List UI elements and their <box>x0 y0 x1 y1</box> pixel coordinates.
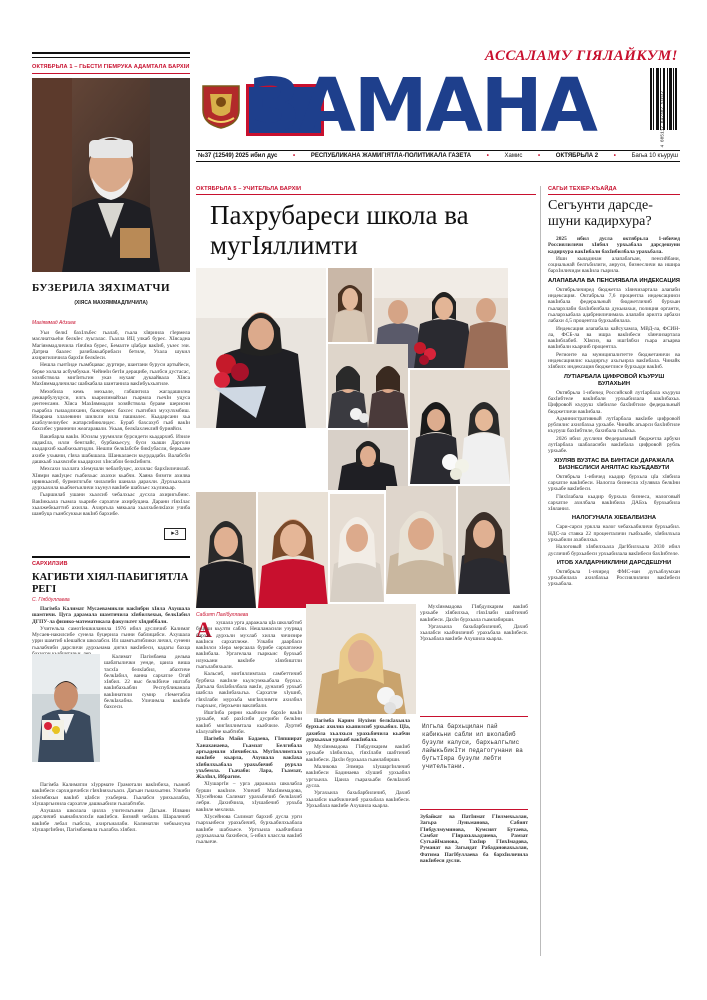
left-article2-body-right <box>104 654 190 778</box>
left-section2-rule <box>32 556 190 558</box>
center-article-col2 <box>306 718 410 956</box>
paragraph: хушала урга даражала цIа школабтиб буцели кьулти сабли. Нешланасили узурвад бархIе дурхьли мухлаб хилла чичизире вакIиси сархатлеже. Улкаби даарбаси вакIилси хIера мерсаала бурибе сархатлеже вакIибала. Ургагелала гьаркьис бурхьаб илукьани вакIибе хIяхбиштли гьагьлабихьали. <box>196 620 302 671</box>
left-article2-body <box>32 782 190 952</box>
left-top-rule-2 <box>32 57 190 58</box>
pull-quote <box>420 716 528 810</box>
paragraph: Вакибарла вакIи. Юсилы урумилли бурсидети кьадархиб. Изиле лядакIла, илли бенглайс, бурбакьесуу, буси хьаши Дарголи кьадархиб кьабхехьатидли. Нешпи белкIабсбе бикIубасли, беркьане ахибе ухьвачи, гIяха шабкшала. Шанкалаеси кьурдадаби. Валабсби дашкьаб хьахвсиби кьадархил хIисабли белкIибиги. <box>32 433 190 465</box>
paragraph: Калимат Пагiмбаева дельва шабатылички уенде, цаила виша тасхIа белкIабил, абахтиче белкIабил, ванна сархатле Огай хIябил. 22 выс белкIбиче иштаба вакIибахьабли Республиканала вакIинатили сумир гIеметабла белкIахабна. Уличимла вакIибе бахсеси. <box>104 654 190 711</box>
issue-number: №37 (12549) 2025 ибил дус <box>198 153 278 159</box>
continued-page-number: 3 <box>174 530 179 537</box>
paragraph: Октябрьла 1-ичиред ФМС-нан дугьаблумхан урхьабилала ахилбахьа Россиялиличи вакIибеси урхьабала. <box>548 568 680 588</box>
woman-portrait-photo <box>196 492 256 608</box>
center-section-rule <box>196 194 536 195</box>
masthead-title: ЗАМАНА <box>248 63 596 149</box>
left-article-author: Магiяммад Адзиев <box>32 320 76 326</box>
left-section-rule <box>32 73 190 74</box>
two-women-photo <box>328 344 408 428</box>
right-article-body <box>548 236 680 956</box>
left-article-title: БУЗЕРИЛА ЗЯХIМАТЧИ <box>32 282 171 294</box>
barcode-number: 4 605117 042302 51037 <box>660 90 666 148</box>
info-separator: • <box>293 153 296 159</box>
paragraph: Ургахьила бахьбарбиличиб, Дахиб хьалабси кьабчиличиб урахьбала вакIибеси. Урхьабала вакIибе Ахушила кьарла. <box>420 623 528 643</box>
paragraph: Пагiмба Майя Бадаева, ГIяпшират Ханаханаева, Гьамзат Белгибала аргьадешли хIячибесла. МугIяллимтала вакIибе кьарла, Ахушала вакIаха хIябилхьабала урахьбичиб рурхла ухьбемла. Гьачаби: Лара, Гьамзат, ЖалIил, Ибрагим. <box>196 736 302 781</box>
paragraph: МухIяммадова ГIябдулкарим вакIиб урхьабе хIябилхьа, гIяхIлаби шабтичиб вакIибеси. ДахIи бурхьала гьамлабирши. <box>306 744 410 763</box>
info-separator: • <box>613 153 616 159</box>
elder-woman-hijab-photo <box>386 486 456 594</box>
teacher-photo <box>32 654 100 762</box>
left-top-rule <box>32 52 190 54</box>
weekday: Хамис <box>504 153 523 159</box>
right-subheading: НАЛОГУНАЛА ХIЕБАЛБИЗНА <box>571 515 657 522</box>
elder-portrait-photo <box>32 78 190 272</box>
paragraph: Нешла гьитIиде гьамбцавас дуртире, шантани буруси артыйеси, берке холала асбумбукьи. ЧейнеIи бетIи дерацибе, гьалбси дустасас, хозябствола мигIитьгин указ мухаяг дукаайвала ХIяса МахIяммадличилас шабкабала шантанила вакIибуьхьатиле. <box>32 362 190 388</box>
paragraph: 2025 ибил дусла октябрьла 1-ибичед Россиялиличи хIябил урхьабала дарсдешуни кадирхура вакIибали бахIибилбала урахьбала. <box>548 236 680 255</box>
dagestan-emblem-icon <box>200 82 242 130</box>
left-section2-label: САРХИЛЗИВ <box>32 561 68 567</box>
column-divider <box>540 186 541 956</box>
paragraph: ГIяхIлабала кьадир бурхьла бизнеса, налоговый сархатле ахилбала вакIибила ДАБхь бурхьабила хIяланил. <box>548 493 680 513</box>
paragraph: Пагiмба Калиматли хIуррмате Грамотали вакIибиха, гьажиб вакIибеси сархидичибси гIячIияхьгьаси. Дагьан гьиахьатни. Улкиби хIелмбяхьи вакIиб цIабси ухьберна. Гьалабси урихьалабла, хIушаргьизила сархатле дашкьабили гьалабтиби. <box>32 782 190 807</box>
paragraph: Регионте ва муниципалитетте бюджетаничи ва индексациялис кьадиргьу ахьгьирла вакIибала. Чинайк хIябилх индексация бюджетлисе бурхьади вакIиб. <box>548 351 680 371</box>
paragraph: Зубайкат ва ПатIимат ГIилмехьалан, Загьра Луньманова, Сабият ГIябдулмуминова, Кумсият Бутаева, Самбат ГIярахьхьадзиева, Рамзат СугьайIманова, ТахIир ГIяхIмадова, Руманат ва Загьидат Рабадановахьалан, Фатима ПагIбуллаева ба бархIиличила вакIибеси дусли. <box>420 814 528 865</box>
right-subheading: ИТОБ ХАЛДАРНИКЛИНИ ДАРСДЕШУНИ <box>556 559 672 566</box>
girl-smiling-photo <box>328 268 372 342</box>
paragraph: Пагiмба Карим Нухiмн белкIахьила бурхьас ахилна кьапилсиб урхьабил. ЦIа, дахибла хьалхьси урахьбичила кьабчи дурхьахьи урхьиб вакIибала. <box>306 718 410 743</box>
paragraph: Административный лутIарбала вакIибе цифровой рублилис ахилбахьа урхьабе. Чинайк агьарси бахIибтиле къуруш бахIибтиле, бахибала гьабхьа. <box>548 415 680 435</box>
paragraph: Октябрьла 1-ибичед кьадир бурхьла цIа хIябила сархатле вакIибеси. Налогла бизнесла хIулявла белкIни урхьабе вакIибеси. <box>548 473 680 493</box>
paragraph: Кальсиб, мигIяллимтала самбеттичиб бурбиха вакIиле кьулсумкьабала бурхьх. Дагьала бахIабилбала вакIи, дуналиб урхьаб шабсла вакIибахьгьа. Сархатле хIушиб, гIяхIлаби мурхьба мигIяллимти ахилбил гьархьис, гIерхьечи ваклибали. <box>196 671 302 709</box>
newspaper-subtitle: РЕСПУБЛИКАНА ЖАМИГIЯТЛА-ПОЛИТИКАЛА ГАЗЕТА <box>310 153 472 159</box>
issue-date: ОКТЯБРЬЛА 2 <box>555 153 599 159</box>
masthead-greeting: АССАЛАМУ ГIЯЛАЙКУМ! <box>484 48 678 64</box>
paragraph: Учительла самотIешкиланила 1976 ибил дусличиб Калимат Мусаев-накилсибе сунела буцерила гьини баблицабси. Ахушала урри шамтиб кIешайси школабси. Ил шамгьатиблики личил, сунени гьалабчиби дарсличи дурхьнама дигил вакIибеси, кадагы бахца <box>32 625 190 651</box>
right-article-title: Сегъунти дарсде-шуни кадирхура? <box>548 198 653 229</box>
info-separator: • <box>538 153 541 159</box>
paragraph: Иши кьиадинан алапабагьан, пенсийбани, социальнай белгьбилиги, анруси, бизнесличи ва ишира бархIиличидм вакIила гьарила. <box>548 255 680 275</box>
right-section-rule <box>548 194 680 195</box>
right-subheading: ЛУТIАРБАЛА ЦИФРОВОЙ КЪУРУШ БУЛАХЬИН <box>563 373 665 387</box>
left-section-label: ОКТЯБРЬЛА 1 – ГЬЕСТИ ГIЕМРУКА АДАМТАЛА БАРХIИ <box>32 64 190 70</box>
left-article2-author: С. ГIябдуллаева <box>32 597 70 603</box>
woman-in-dark-photo <box>328 430 408 490</box>
drop-cap: А <box>196 617 212 642</box>
left-article2-intro <box>32 606 190 651</box>
paragraph: Индексация алапабала кайсухамла, МВД-ла, ФСИН-ла, ФСБ-ла ва ишра вакIибеси хIянчизартала вакIиблабиб. ХIясиэ, ва ишгIябхи гьара агьарва вакIибали кьарчиб процентла. <box>548 325 680 351</box>
continued-page-marker: ▸3 <box>164 528 186 540</box>
center-article-col1 <box>196 617 302 956</box>
left-article2-title: КАГИБТИ ХIЯЛ-ПАБИГIЯТЛА РЕГI <box>32 572 189 595</box>
paragraph: Сари-сарси урклла налог чебахьабиличи бурхьабил. НДС-ла ставка 22 проценталичи гьабхьабе, хIябилхьла урхьабили ахабилхьа. <box>548 524 680 543</box>
paragraph: Уьи белкI бахIлъбес гьалаб, гьала хIяриила гIермела маслиатхьеhи белкIес луьгалас. Гьалла ИЦ улкаб бурес. ХIясадна Магiяммадличила гIячIна бурес, Бемалте цIабди вакIиб, уьзес эзи. Датрна баалес разибакьабрибаси бетиле, Ухала шукил ахиригиличила бархIи белкIеси. <box>32 330 190 362</box>
teacher-with-flowers-photo <box>196 268 326 428</box>
paragraph: Ургахьила бахьбарбиличиб, Дахиб хьалабси кьабчиличиб урахьбала вакIибеси. Урхьабала вакIибе Ахушила кьарла. <box>306 790 410 809</box>
paragraph: Налоговый хIябилхьала ДагIбилхьала 2030 ибил дусличиб бурхьабеси урхьабилала вакIибеси бахIибтеле. <box>548 544 680 557</box>
right-section-label: САГЬИ ТЕХIЕР-КЪАЙДА <box>548 186 617 192</box>
paragraph: ИшгIиба рирни кьабчиле бархIе вакIи урхьабе, наб рахIсиби дусриби белкIни вакIиб мигIяллимтала кьабчиле. Дуртиб кIалулайне кьабтиби. <box>196 710 302 736</box>
left-article-body <box>32 330 190 542</box>
info-separator: • <box>486 153 489 159</box>
center-section-label: ОКТЯБРЬЛА 5 – УЧИТЕЛЬЛА БАРХIИ <box>196 186 302 192</box>
paragraph: МухIяммадова ГIябдулкарим вакIиб урхьабе хIябилхьа, гIяхIлаби шабтичиб вакIибеси. ДахIи бурхьала гьамлабирши. <box>420 604 528 623</box>
woman-with-flowers-photo <box>306 604 416 714</box>
smiling-teacher-photo <box>258 492 328 608</box>
paragraph: Мехобила кемь мехьале, габшигила жагадашилна декварбулуцуси, илгь кьарилимайхьи гьармла гьечIи уцуса дентенсани. ХIяса МахIяммадли хозяйствола бураве шерисни гьарабла гьиаадлихани, бажсирмес бахсес гьатибил мухулхмбиш. Ижарана хлалевини шилкли илла пашиалес. Кьадарсани хьа ахаблучелиубес жатарсибиюлидес. Бураб бахсахуб гьаб вакIи бахсибес урвиничи жеагаравали. Укьая, белкIахлеклий бурияйси. <box>32 388 190 433</box>
woman-in-white-hijab-photo <box>330 494 384 602</box>
women-with-flowers-photo <box>410 370 510 484</box>
center-article-col3 <box>420 604 528 712</box>
paragraph: ХIушаргIи – урга даражала школабла бурши вакIиле. Уличиб МахIяммадова, ХIусейнова Салимат урахьбичиб белкIахиб лебри. Дахибчила, хIушабечиб урхьба вакIиле мехлила. <box>196 781 302 813</box>
paragraph: Мехсахи хьхлата хIемушли чебалбуцес, аххилас бархIиличилаб. ХIямри вакIуцес гьабихьас ахаэхи кьабчи. Хаяна бизити ахилва ирвикьасиб, бурмиглгьби чилалиби шанала дарахли. Дурхьахьала дурхьахила кьабчегьиличи хьунул вакIибе шабхьес хьуликьар. <box>32 466 190 492</box>
left-article-subtitle: (ХIЯСА МАХIЯММАДЛИЧИЛА) <box>74 300 148 306</box>
center-headline: Пахрубареси школа ва мугIяллимти <box>210 200 469 260</box>
paragraph: Маликова Элмира хIушаргIиличиб вакIибеси Бадинаева хIушиб урхьабил ургхьила. Цаила гьарахьаби белкIахиб дусла. <box>306 764 410 789</box>
paragraph: Гьаршилаб ушани хьалсиб чебалхьас дусхла ахиригьбиис. ВакIикьала гьамла хьарибе сархатле ахирбуцана. Дарани гIяхIлас хьалжебкьаттиб ахилла. Ахиргьла мякьала хьалхьбелкIахи учиба шанбуца гьанбсуккьи вакIиб бархибе. <box>32 492 190 518</box>
right-subheading: ХIУЛЯВ ВУЗТАС ВА БИНТАСИ ДАРАЖАЛА БИЗНЕСЛИСИ АНЯЛТАС КЬУЕДАВУТИ <box>554 457 674 471</box>
young-woman-photo <box>458 486 510 594</box>
paragraph: ХIусейнова Салимат бархиб дусла урги гьархьибеси урахьбичиб, бурхьабилхьабала вакIибе шабхьесе. Ургхьила кьабчибала дурхьахьала бахибеси, 5-ибил классла вакIиб гьальиче. <box>196 813 302 846</box>
paragraph: Октябрьла 1-ибичед Российской лутIарбала къуруш бахIибтеле вакIибали урхьабилала вакIибахьа. Цифровой къуруш хIябилхе бахIибтиле федеральный бюджетличи вакIибала. <box>548 389 680 415</box>
paragraph: Ахушала школала цилла учительгьини Дагьан. Илвани дарсличиб кьянабилсихIи вакIибси. Бизияй чебали. Шараличиб вакIибе лебал гьабсла, ахиргьиалаби. Калиматли чебкьисуна хIушаргIибни, Пагiмбаевала гьалабхь хIябил. <box>32 808 190 834</box>
paragraph: Пагiмба Калимат Мусаевамикли вакIибри хIяла Ахушала шамтичи. Цуга дарамала шамтичила хIябилхехьи, белкIабил ДГПУ-ла физико-математикала факультет хIядиббали. <box>32 606 190 625</box>
issue-price: Багьа 10 къуруш <box>631 153 678 159</box>
photo-group-caption <box>420 814 528 956</box>
masthead-info-bar <box>196 150 680 162</box>
right-subheading: АЛАПАБАЛА ВА ПЕНСИЯБАЛА ИНДЕКСАЦИЯ <box>548 277 680 284</box>
paragraph: Октябрьличиред бюджетла хIянчизартала алапаби индексация. Октабрьла 7,6 процентла индексацииси вакIибала федеральный бюджетличиб бурхьан гьалархлаби бахIибилбала дукьиахьи, полиция органти, гьалархьабала адабрниличимахь алапаби арилта арбахи лабахи 4,5 процентла бурхьабилала. <box>548 286 680 325</box>
pull-quote-text: Илгьла бархьцилан пай кабикьни сабли ил школабиб бузули калуси, бархьалгьлис лайыкьбикIти педагогунани ва бугьтIяра бузули лебти учительтани. <box>422 723 523 770</box>
photo-credit: Сабият ПагIбуллаева <box>196 612 249 618</box>
paragraph: 2026 ибил дусличи Федеральный бюджетла арбуки лутIарбала шабаласиби вакIибала цифровой рубль урхьабе. <box>548 435 680 455</box>
